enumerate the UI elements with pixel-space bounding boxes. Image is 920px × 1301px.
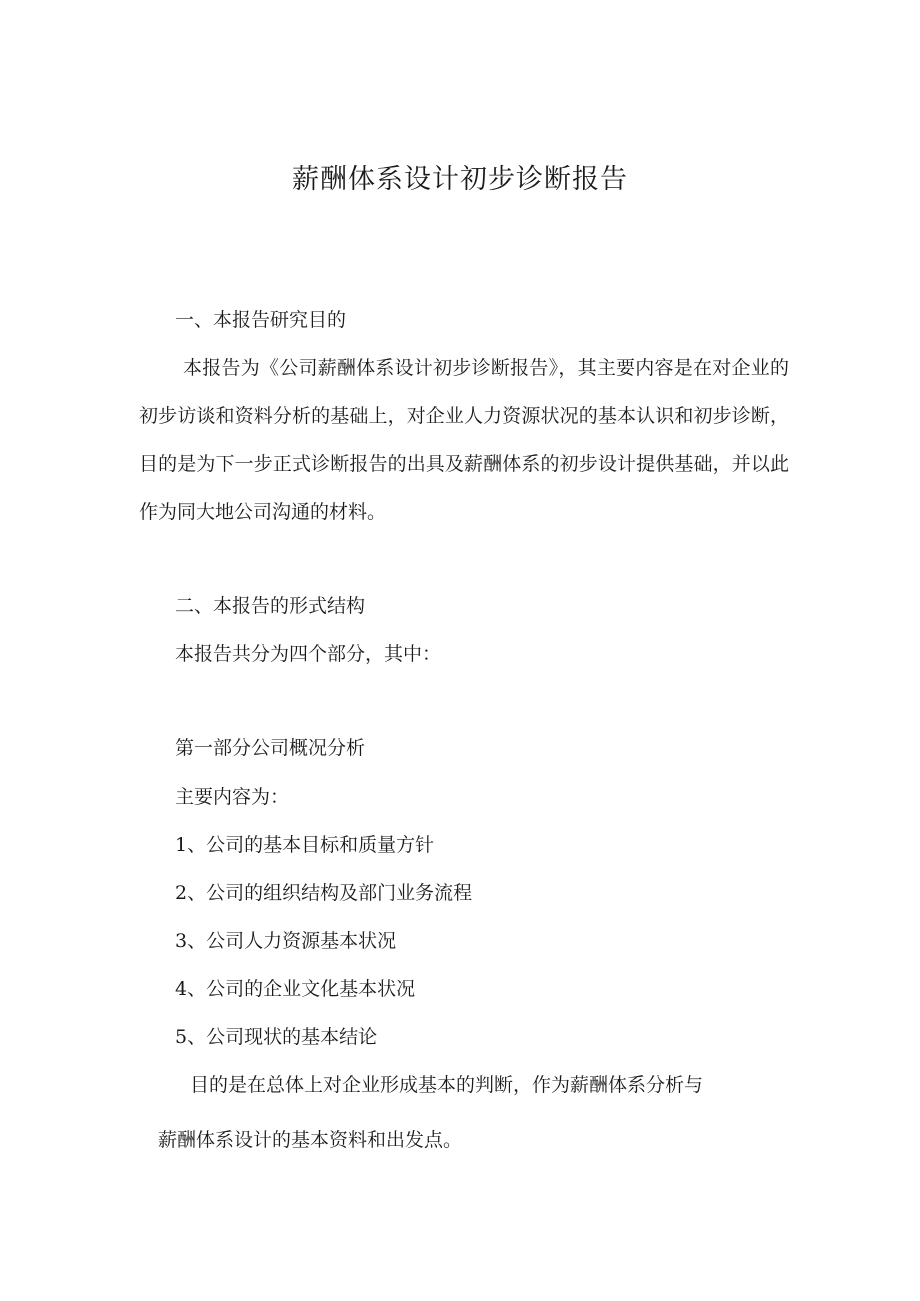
section1-heading: 一、本报告研究目的 [175, 309, 347, 331]
list-item: 1、公司的基本目标和质量方针 [175, 834, 435, 856]
part1-main-content-label: 主要内容为： [175, 786, 290, 808]
document-title: 薪酬体系设计初步诊断报告 [292, 164, 628, 195]
list-item: 3、公司人力资源基本状况 [175, 930, 397, 952]
section1-paragraph: 本报告为《公司薪酬体系设计初步诊断报告》，其主要内容是在对企业的初步访谈和资料分析的基础上，对企业人力资源状况的基本认识和初步诊断，目的是为下一步正式诊断报告的出具及薪酬体系的初步设计提供基础，并以此作为同大地公司沟通的材料。 [139, 357, 789, 523]
section2-intro: 本报告共分为四个部分，其中： [175, 643, 442, 665]
part1-conclusion-line1: 目的是在总体上对企业形成基本的判断，作为薪酬体系分析与 [190, 1074, 704, 1096]
section2-heading: 二、本报告的形式结构 [175, 595, 366, 617]
list-item: 4、公司的企业文化基本状况 [175, 978, 416, 1000]
list-item: 5、公司现状的基本结论 [175, 1026, 378, 1048]
part1-conclusion-line2: 薪酬体系设计的基本资料和出发点。 [158, 1129, 463, 1151]
list-item: 2、公司的组织结构及部门业务流程 [175, 882, 473, 904]
part1-heading: 第一部分公司概况分析 [175, 737, 366, 759]
